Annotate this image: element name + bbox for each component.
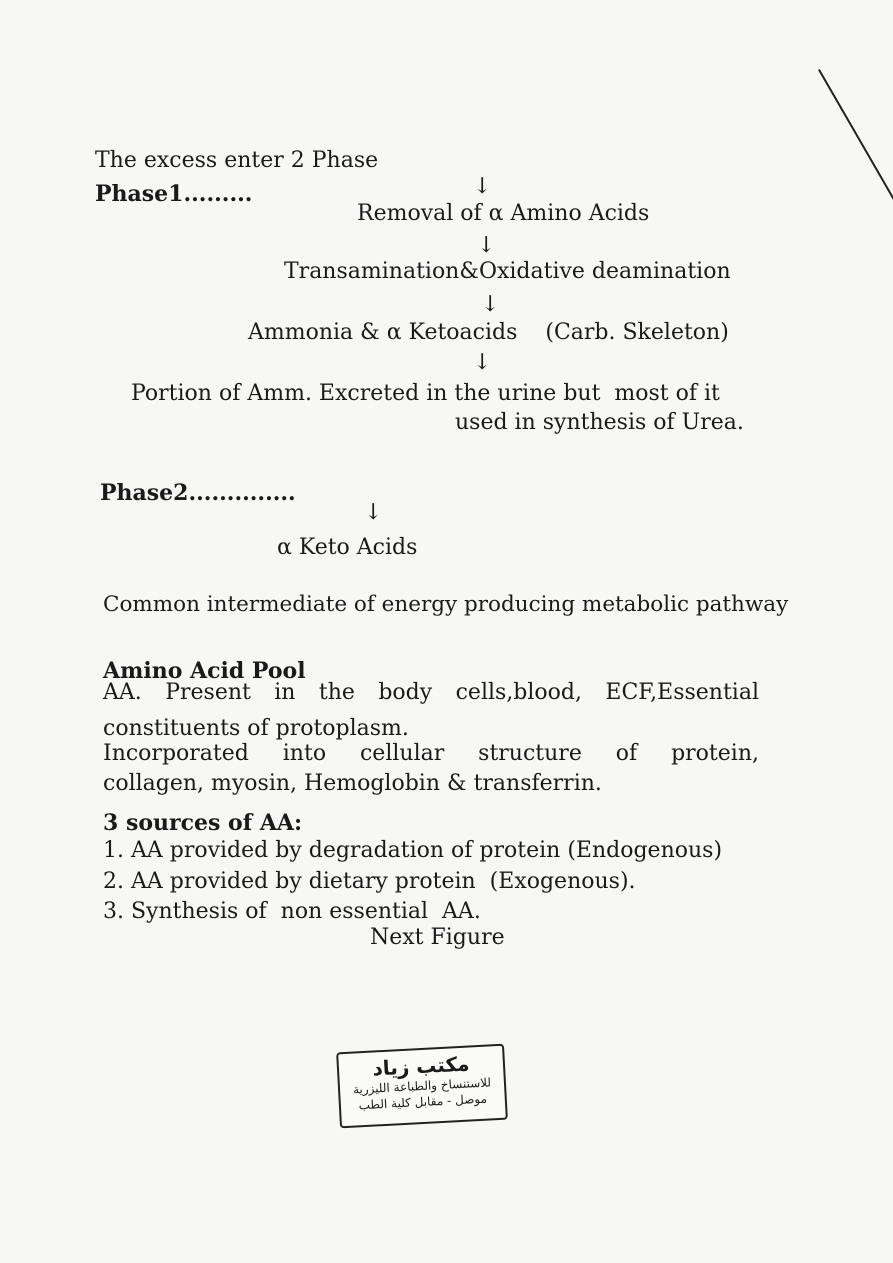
stamp-line2: للاستنساخ والطباعة الليزرية [352,1075,492,1097]
pool-paragraph2-line2: collagen, myosin, Hemoglobin & transferrin. [103,771,602,796]
step-portion-line2: used in synthesis of Urea. [455,410,744,435]
pool-paragraph2-line1: Incorporated into cellular structure of protein, [103,741,759,766]
down-arrow-icon: ↓ [481,292,500,317]
phase1-label: Phase1......... [95,181,253,207]
phase2-label: Phase2.............. [100,480,296,506]
amino-acid-pool-heading: Amino Acid Pool [103,658,306,684]
down-arrow-icon: ↓ [477,233,496,258]
sources-heading: 3 sources of AA: [103,810,303,836]
step-transamination: Transamination&Oxidative deamination [284,259,731,284]
common-intermediate: Common intermediate of energy producing metabolic pathway [103,592,789,617]
shop-stamp [336,1044,508,1129]
phase-heading: The excess enter 2 Phase [95,148,379,173]
step-ammonia: Ammonia & α Ketoacids (Carb. Skeleton) [248,320,729,345]
pool-paragraph1-line2: constituents of protoplasm. [103,716,409,741]
source-item-2: 2. AA provided by dietary protein (Exogenous). [103,869,636,894]
page-edge-shadow [818,69,893,217]
pool-paragraph1-line1: AA. Present in the body cells,blood, ECF,Essential [103,680,759,705]
down-arrow-icon: ↓ [473,174,492,199]
down-arrow-icon: ↓ [364,500,383,525]
step-removal: Removal of α Amino Acids [357,201,650,226]
source-item-1: 1. AA provided by degradation of protein (Endogenous) [103,838,723,863]
source-item-3: 3. Synthesis of non essential AA. [103,899,481,924]
step-portion-line1: Portion of Amm. Excreted in the urine but most of it [131,381,720,406]
next-figure-note: Next Figure [370,925,505,950]
alpha-keto-acids: α Keto Acids [277,535,418,560]
stamp-line3: موصل - مقابل كلية الطب [358,1091,488,1113]
stamp-line1: مكتب زياد [371,1051,471,1081]
down-arrow-icon: ↓ [473,350,492,375]
